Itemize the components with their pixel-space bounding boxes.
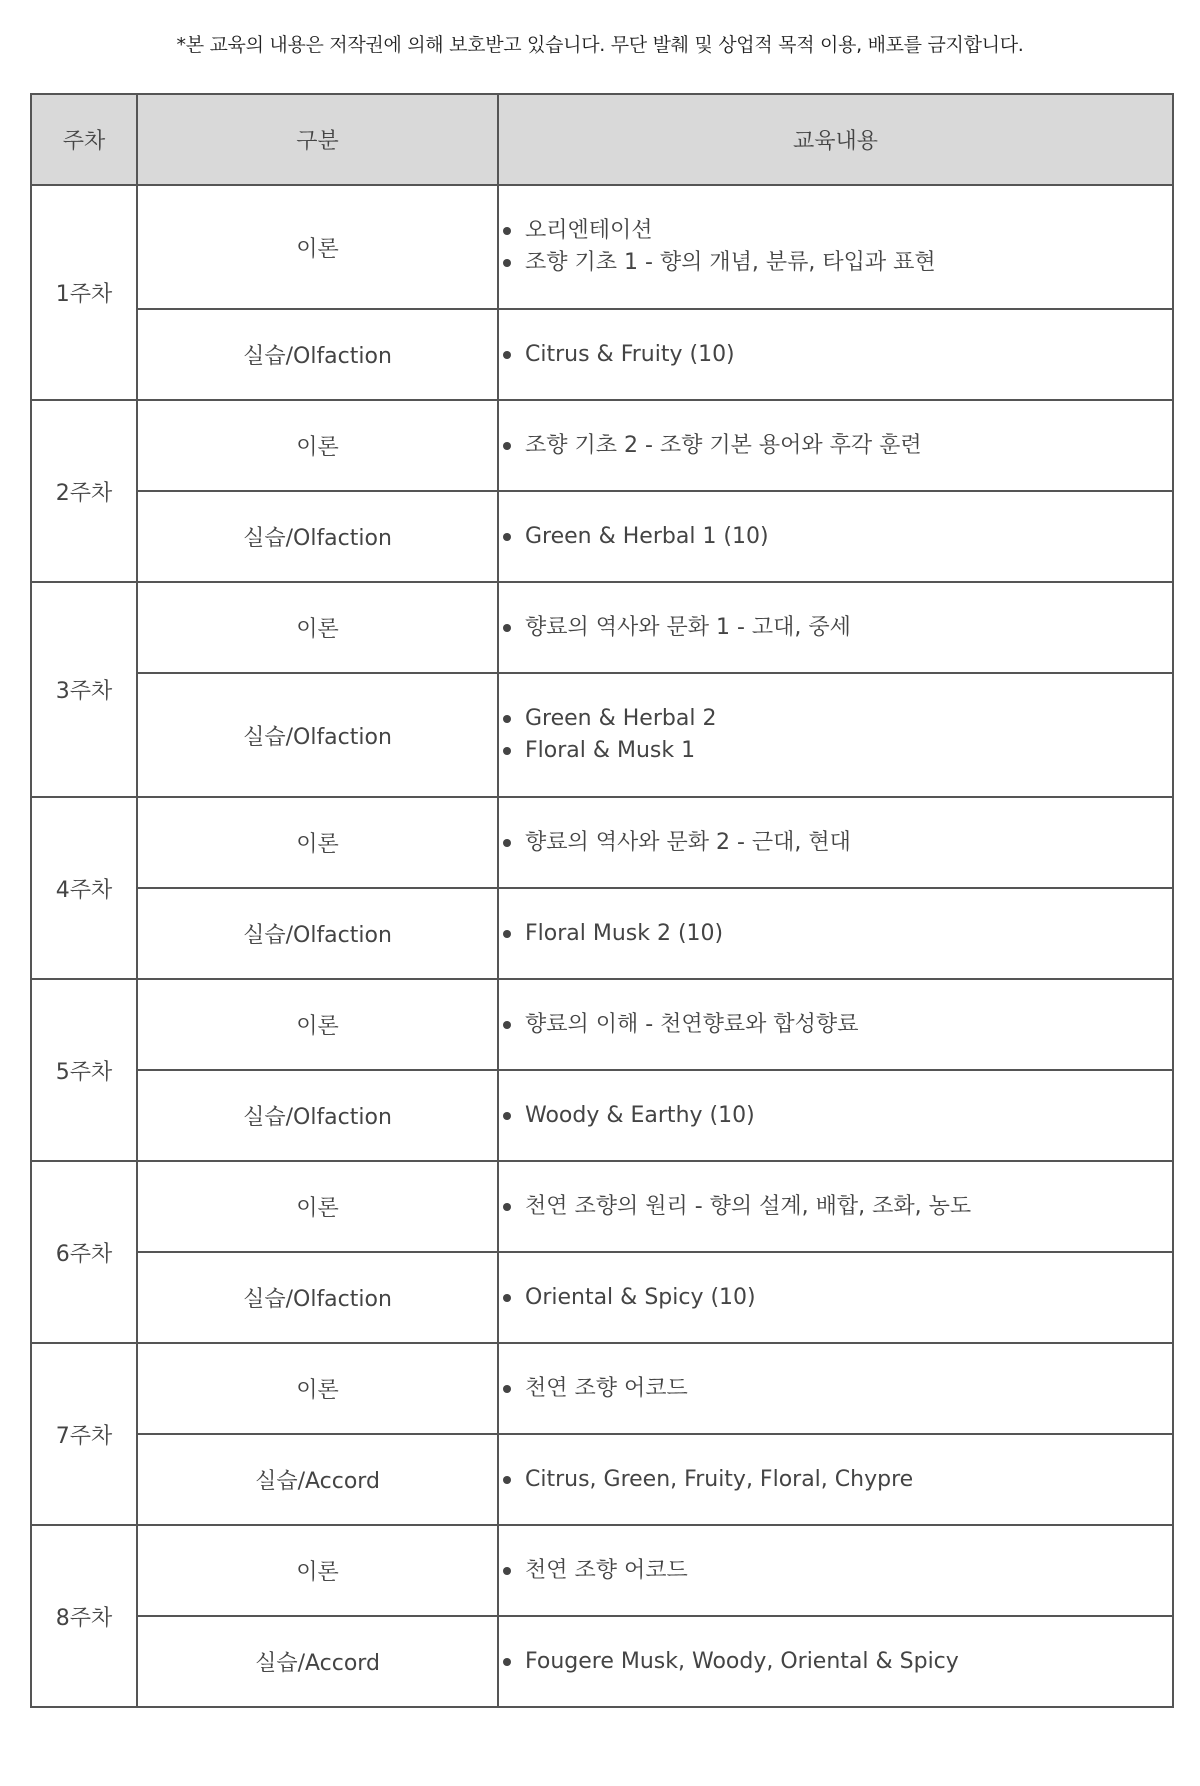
table-row [31, 400, 1173, 491]
week-label: 8주차 [31, 1525, 137, 1707]
content-item: 천연 조향의 원리 - 향의 설계, 배합, 조화, 농도 [499, 1191, 1172, 1223]
session-type: 실습/Olfaction [137, 309, 498, 400]
content-item: Citrus & Fruity (10) [499, 339, 1172, 371]
session-content [498, 491, 1173, 582]
session-type: 이론 [137, 979, 498, 1070]
table-row [31, 979, 1173, 1070]
copyright-notice: *본 교육의 내용은 저작권에 의해 보호받고 있습니다. 무단 발췌 및 상업적 목적 이용, 배포를 금지합니다. [176, 34, 1024, 56]
table-row [31, 1616, 1173, 1707]
session-content [498, 400, 1173, 491]
content-list [499, 1373, 1172, 1405]
table-row [31, 797, 1173, 888]
content-item: Green & Herbal 2 [499, 703, 1172, 735]
content-item: 천연 조향 어코드 [499, 1555, 1172, 1587]
content-item: 조향 기초 1 - 향의 개념, 분류, 타입과 표현 [499, 247, 1172, 279]
content-list [499, 430, 1172, 462]
header-row [31, 94, 1173, 185]
session-content [498, 1616, 1173, 1707]
content-list [499, 1191, 1172, 1223]
session-type: 이론 [137, 1161, 498, 1252]
curriculum-body [31, 185, 1173, 1707]
table-row [31, 888, 1173, 979]
content-list [499, 1282, 1172, 1314]
session-content [498, 185, 1173, 309]
week-label: 7주차 [31, 1343, 137, 1525]
header-week: 주차 [31, 94, 137, 185]
table-row [31, 185, 1173, 309]
session-type: 실습/Olfaction [137, 1070, 498, 1161]
session-type: 이론 [137, 797, 498, 888]
session-type: 이론 [137, 400, 498, 491]
session-type: 실습/Olfaction [137, 673, 498, 797]
content-list [499, 339, 1172, 371]
session-content [498, 1525, 1173, 1616]
content-list [499, 1555, 1172, 1587]
header-content: 교육내용 [498, 94, 1173, 185]
session-content [498, 979, 1173, 1070]
table-row [31, 582, 1173, 673]
content-item: 향료의 역사와 문화 1 - 고대, 중세 [499, 612, 1172, 644]
content-item: Fougere Musk, Woody, Oriental & Spicy [499, 1646, 1172, 1678]
session-type: 실습/Olfaction [137, 491, 498, 582]
session-content [498, 309, 1173, 400]
session-content [498, 797, 1173, 888]
session-type: 이론 [137, 1343, 498, 1434]
content-item: Citrus, Green, Fruity, Floral, Chypre [499, 1464, 1172, 1496]
session-content [498, 888, 1173, 979]
table-row [31, 1525, 1173, 1616]
session-type: 실습/Olfaction [137, 888, 498, 979]
content-item: 천연 조향 어코드 [499, 1373, 1172, 1405]
content-list [499, 827, 1172, 859]
table-row [31, 1161, 1173, 1252]
content-item: 향료의 역사와 문화 2 - 근대, 현대 [499, 827, 1172, 859]
table-row [31, 1434, 1173, 1525]
content-item: 향료의 이해 - 천연향료와 합성향료 [499, 1009, 1172, 1041]
week-label: 6주차 [31, 1161, 137, 1343]
session-type: 실습/Olfaction [137, 1252, 498, 1343]
content-list [499, 1464, 1172, 1496]
table-row [31, 491, 1173, 582]
table-row [31, 1070, 1173, 1161]
content-item: Woody & Earthy (10) [499, 1100, 1172, 1132]
session-type: 이론 [137, 185, 498, 309]
content-list [499, 521, 1172, 553]
session-type: 실습/Accord [137, 1434, 498, 1525]
content-item: Floral Musk 2 (10) [499, 918, 1172, 950]
week-label: 2주차 [31, 400, 137, 582]
week-label: 4주차 [31, 797, 137, 979]
content-list [499, 215, 1172, 279]
content-list [499, 612, 1172, 644]
session-content [498, 582, 1173, 673]
session-type: 실습/Accord [137, 1616, 498, 1707]
session-content [498, 1343, 1173, 1434]
session-content [498, 1434, 1173, 1525]
content-item: 조향 기초 2 - 조향 기본 용어와 후각 훈련 [499, 430, 1172, 462]
session-type: 이론 [137, 582, 498, 673]
content-item: 오리엔테이션 [499, 215, 1172, 247]
curriculum-table [30, 93, 1174, 1708]
week-label: 5주차 [31, 979, 137, 1161]
session-content [498, 1252, 1173, 1343]
content-item: Floral & Musk 1 [499, 735, 1172, 767]
session-content [498, 1161, 1173, 1252]
session-content [498, 673, 1173, 797]
session-type: 이론 [137, 1525, 498, 1616]
session-content [498, 1070, 1173, 1161]
table-row [31, 1252, 1173, 1343]
content-list [499, 1009, 1172, 1041]
content-list [499, 1100, 1172, 1132]
week-label: 3주차 [31, 582, 137, 797]
content-item: Oriental & Spicy (10) [499, 1282, 1172, 1314]
week-label: 1주차 [31, 185, 137, 400]
header-type: 구분 [137, 94, 498, 185]
table-row [31, 673, 1173, 797]
content-item: Green & Herbal 1 (10) [499, 521, 1172, 553]
table-row [31, 1343, 1173, 1434]
table-row [31, 309, 1173, 400]
content-list [499, 918, 1172, 950]
content-list [499, 703, 1172, 767]
content-list [499, 1646, 1172, 1678]
